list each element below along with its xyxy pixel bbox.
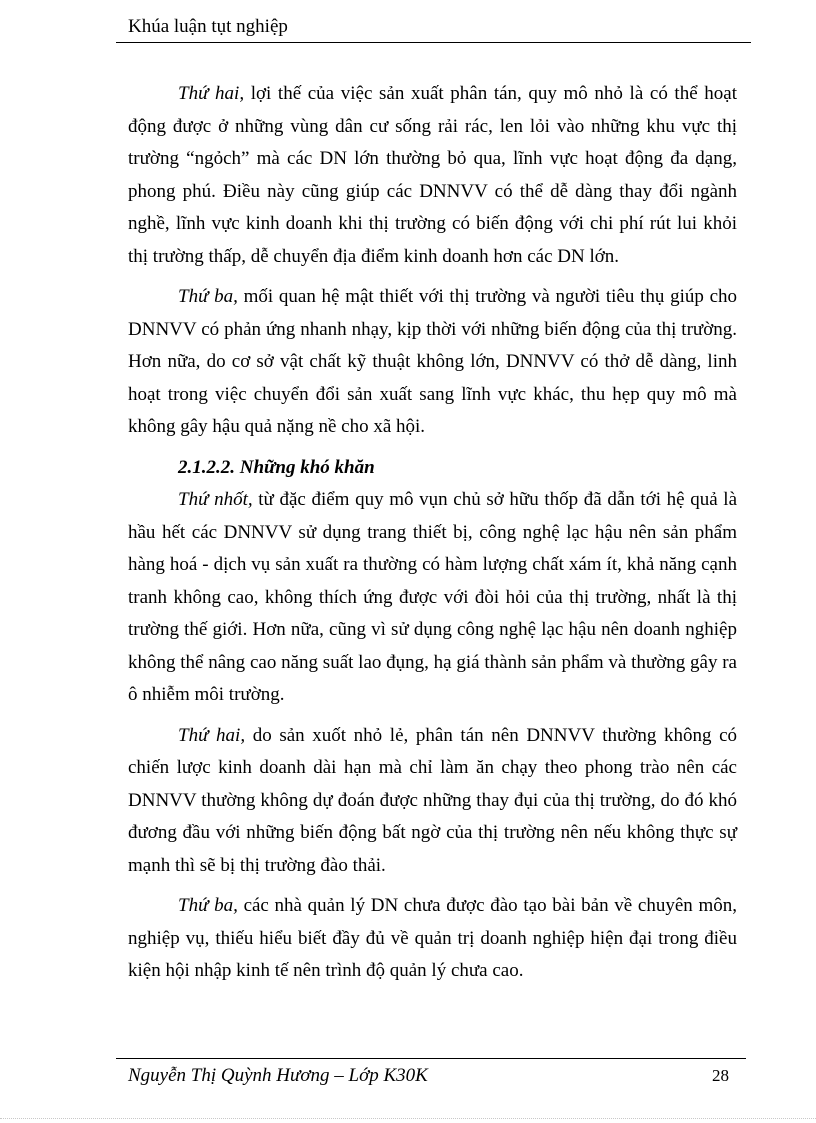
- page-edge-divider: [0, 1118, 816, 1119]
- paragraph-lead: Thứ ba,: [178, 286, 238, 307]
- paragraph-lead: Thứ hai,: [178, 724, 246, 746]
- paragraph-advantage-3: [128, 281, 737, 444]
- page-number: 28: [712, 1066, 729, 1085]
- paragraph-text: các nhà quản lý DN chưa được đào tạo bài bản về chuyên môn, nghiệp vụ, thiếu hiểu biết đầy đủ về quản trị doanh nghiệp hiện đại trong điều kiện hội nhập kinh tế nên trình độ quản lý chưa cao.: [128, 895, 737, 981]
- footer-divider: [116, 1058, 746, 1059]
- paragraph-advantage-2: [128, 78, 737, 273]
- paragraph-difficulty-1: [128, 484, 737, 712]
- paragraph-text: mối quan hệ mật thiết với thị trường và người tiêu thụ giúp cho DNNVV có phản ứng nhanh nhạy, kịp thời với những biến động của thị trường. Hơn nữa, do cơ sở vật chất kỹ thuật không lớn, DNNVV có thở dễ dàng, linh hoạt trong việc chuyển đổi sản xuất sang lĩnh vực khác, thu hẹp quy mô mà không gây hậu quả nặng nề cho xã hội.: [128, 286, 737, 437]
- paragraph-difficulty-2: [128, 720, 737, 883]
- paragraph-difficulty-3: [128, 890, 737, 988]
- paragraph-text: từ đặc điểm quy mô vụn chủ sở hữu thốp đã dẫn tới hệ quả là hầu hết các DNNVV sử dụng trang thiết bị, công nghệ lạc hậu nên sản phẩm hàng hoá - dịch vụ sản xuất ra thường có hàm lượng chất xám ít, khả năng cạnh tranh không cao, không thích ứng được với đòi hỏi của thị trường, nhất là thị trường thế giới. Hơn nữa, cũng vì sử dụng công nghệ lạc hậu nên doanh nghiệp không thể nâng cao năng suất lao đụng, hạ giá thành sản phẩm và thường gây ra ô nhiễm môi trường.: [128, 489, 737, 705]
- paragraph-lead: Thứ ba,: [178, 895, 238, 916]
- section-subheading: 2.1.2.2. Những khó khăn: [178, 456, 375, 478]
- header-divider: [116, 42, 751, 43]
- paragraph-lead: Thứ nhốt,: [178, 489, 253, 510]
- page-body: [128, 78, 737, 988]
- paragraph-text: do sản xuốt nhỏ lẻ, phân tán nên DNNVV thường không có chiến lược kinh doanh dài hạn mà chỉ làm ăn chạy theo phong trào nên các DNNVV thường không dự đoán được những thay đụi của thị trường, do đó khó đương đầu với những biến động bất ngờ của thị trường nên nếu không thực sự mạnh thì sẽ bị thị trường đào thải.: [128, 724, 738, 876]
- page-header-title: Khúa luận tụt nghiệp: [128, 16, 288, 37]
- footer-author: Nguyễn Thị Quỳnh Hương – Lớp K30K: [128, 1065, 428, 1086]
- paragraph-lead: Thứ hai,: [178, 83, 245, 104]
- paragraph-text: lợi thế của việc sản xuất phân tán, quy mô nhỏ là có thể hoạt động được ở những vùng dân cư sống rải rác, len lỏi vào những khu vực thị trường “ngỏch” mà các DN lớn thường bỏ qua, lĩnh vực hoạt động đa dạng, phong phú. Điều này cũng giúp các DNNVV có thể dễ dàng thay đổi ngành nghề, lĩnh vực kinh doanh khi thị trường có biến động với chi phí rút lui khỏi thị trường thấp, dễ chuyển địa điểm kinh doanh hơn các DN lớn.: [128, 83, 737, 267]
